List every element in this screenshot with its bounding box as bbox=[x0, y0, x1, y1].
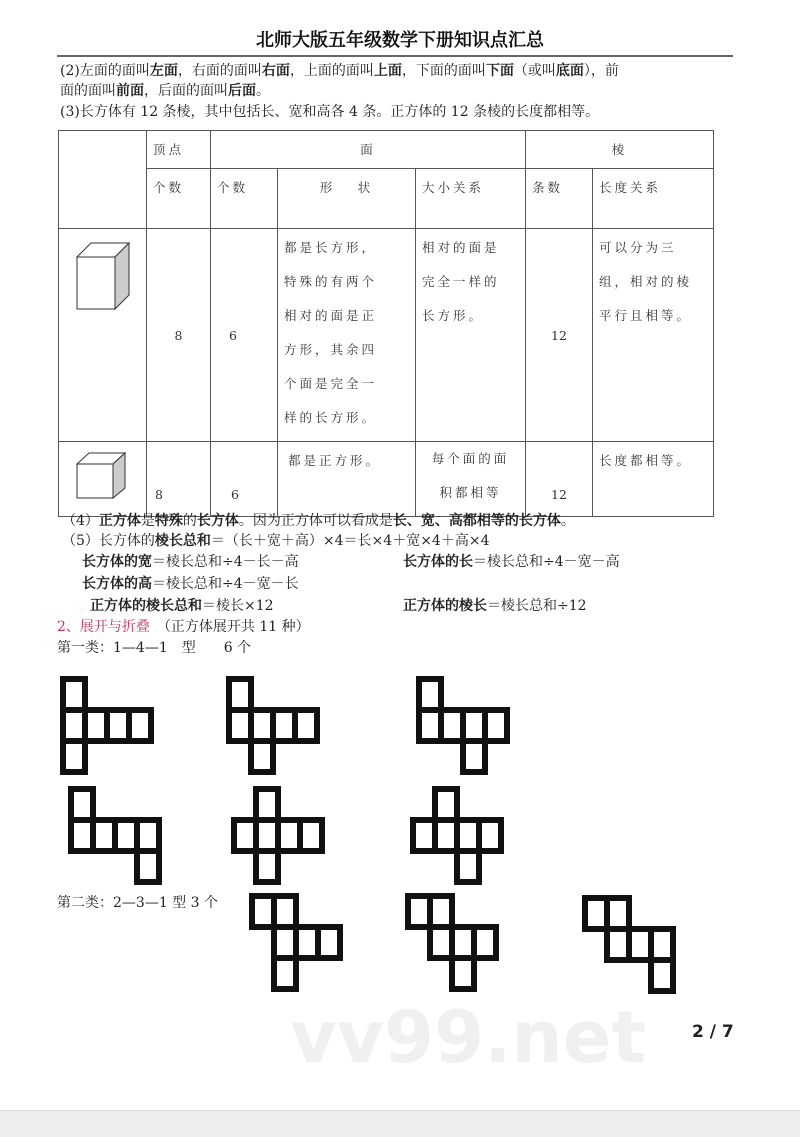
title-divider bbox=[57, 55, 733, 57]
cube-faces: 6 bbox=[211, 442, 278, 517]
table-row bbox=[59, 229, 714, 442]
header-size: 大小关系 bbox=[422, 180, 485, 195]
section-2-heading: 2、展开与折叠 （正方体展开共 11 种） bbox=[57, 619, 310, 635]
net-face bbox=[278, 820, 300, 851]
cube-size: 每个面的面 积都相等 bbox=[431, 451, 510, 500]
net-face bbox=[107, 710, 129, 741]
viewer-bottom-bar bbox=[0, 1110, 800, 1137]
net-face bbox=[274, 896, 296, 927]
net-face bbox=[256, 789, 278, 820]
cube-net-diagram-8 bbox=[405, 893, 499, 992]
cube-net-diagram-1 bbox=[60, 676, 154, 775]
net-face bbox=[296, 927, 318, 958]
table-row bbox=[59, 442, 714, 517]
formula-cube-total: 正方体的棱长总和＝棱长×12 bbox=[90, 598, 274, 614]
net-face bbox=[300, 820, 322, 851]
net-face bbox=[115, 820, 137, 851]
net-face bbox=[607, 929, 629, 960]
net-face bbox=[430, 927, 452, 958]
formula-cuboid-width: 长方体的宽＝棱长总和÷4－长－高 bbox=[82, 554, 299, 570]
cuboid-cell bbox=[59, 229, 147, 442]
net-face bbox=[234, 820, 256, 851]
cube-edges: 12 bbox=[526, 442, 593, 517]
cube-length: 长度都相等。 bbox=[599, 453, 693, 468]
header-length: 长度关系 bbox=[599, 180, 662, 195]
net-face bbox=[435, 820, 457, 851]
net-face bbox=[63, 710, 85, 741]
paragraph-2-line2: 面的面叫前面，后面的面叫后面。 bbox=[60, 83, 270, 99]
cube-net-diagram-4 bbox=[68, 786, 162, 885]
net-face bbox=[485, 710, 507, 741]
net-face bbox=[256, 851, 278, 882]
net-face bbox=[273, 710, 295, 741]
header-shape: 形 状 bbox=[319, 180, 374, 195]
header-face-count: 个数 bbox=[217, 180, 249, 195]
cuboid-vertices: 8 bbox=[147, 229, 211, 442]
net-face bbox=[252, 896, 274, 927]
cuboid-edges: 12 bbox=[526, 229, 593, 442]
table-corner bbox=[59, 131, 147, 229]
net-face bbox=[452, 927, 474, 958]
net-face bbox=[295, 710, 317, 741]
cuboid-size: 相对的面是 完全一样的 长方形。 bbox=[422, 240, 500, 323]
cube-vertices: 8 bbox=[147, 442, 211, 517]
watermark: vv99.net bbox=[290, 995, 646, 1079]
net-face bbox=[318, 927, 340, 958]
header-vertex: 顶点 bbox=[153, 142, 185, 157]
cube-net-diagram-7 bbox=[249, 893, 343, 992]
page-title: 北师大版五年级数学下册知识点汇总 bbox=[256, 30, 544, 51]
cuboid-faces: 6 bbox=[211, 229, 278, 442]
net-face bbox=[463, 710, 485, 741]
cube-net-diagram-5 bbox=[231, 786, 325, 885]
net-face bbox=[229, 679, 251, 710]
cube-cell bbox=[59, 442, 147, 517]
net-face bbox=[71, 789, 93, 820]
formula-cuboid-length: 长方体的长＝棱长总和÷4－宽－高 bbox=[403, 554, 620, 570]
net-face bbox=[607, 898, 629, 929]
net-face bbox=[651, 929, 673, 960]
net-face bbox=[419, 679, 441, 710]
formula-cuboid-height: 长方体的高＝棱长总和÷4－宽－长 bbox=[82, 576, 299, 592]
cube-net-diagram-9 bbox=[582, 895, 676, 994]
net-face bbox=[457, 820, 479, 851]
net-face bbox=[251, 710, 273, 741]
net-face bbox=[256, 820, 278, 851]
type-2-label: 第二类：2—3—1 型 3 个 bbox=[57, 895, 218, 911]
net-face bbox=[435, 789, 457, 820]
net-face bbox=[71, 820, 93, 851]
cube-net-diagram-6 bbox=[410, 786, 504, 885]
cube-icon bbox=[75, 450, 135, 500]
cube-net-diagram-2 bbox=[226, 676, 320, 775]
net-face bbox=[474, 927, 496, 958]
solids-comparison-table bbox=[58, 130, 714, 517]
net-face bbox=[93, 820, 115, 851]
net-face bbox=[408, 896, 430, 927]
net-face bbox=[629, 929, 651, 960]
cuboid-length: 可以分为三 组，相对的棱 平行且相等。 bbox=[599, 240, 693, 323]
type-1-label: 第一类：1—4—1 型 6 个 bbox=[57, 640, 252, 656]
net-face bbox=[452, 958, 474, 989]
net-face bbox=[463, 741, 485, 772]
net-face bbox=[651, 960, 673, 991]
net-face bbox=[441, 710, 463, 741]
header-edge-count: 条数 bbox=[532, 180, 564, 195]
net-face bbox=[413, 820, 435, 851]
net-face bbox=[479, 820, 501, 851]
paragraph-3: (3)长方体有 12 条棱，其中包括长、宽和高各 4 条。正方体的 12 条棱的长度都相等。 bbox=[60, 104, 600, 120]
net-face bbox=[274, 958, 296, 989]
net-face bbox=[274, 927, 296, 958]
net-face bbox=[430, 896, 452, 927]
formula-cube-edge: 正方体的棱长＝棱长总和÷12 bbox=[403, 598, 587, 614]
net-face bbox=[63, 679, 85, 710]
net-face bbox=[63, 741, 85, 772]
net-face bbox=[585, 898, 607, 929]
net-face bbox=[419, 710, 441, 741]
net-face bbox=[137, 851, 159, 882]
paragraph-4: （4）正方体是特殊的长方体。因为正方体可以看成是长、宽、高都相等的长方体。 bbox=[62, 513, 575, 529]
net-face bbox=[229, 710, 251, 741]
page-indicator: 2 / 7 bbox=[692, 1022, 734, 1042]
net-face bbox=[137, 820, 159, 851]
cuboid-shape: 都是长方形， 特殊的有两个 相对的面是正 方形，其余四 个面是完全一 样的长方形。 bbox=[284, 240, 378, 425]
paragraph-5: （5）长方体的棱长总和＝（长＋宽＋高）×4＝长×4＋宽×4＋高×4 bbox=[62, 533, 490, 549]
cube-net-diagram-3 bbox=[416, 676, 510, 775]
net-face bbox=[85, 710, 107, 741]
net-face bbox=[251, 741, 273, 772]
cube-shape: 都是正方形。 bbox=[288, 453, 382, 468]
paragraph-2-line1: (2)左面的面叫左面，右面的面叫右面，上面的面叫上面，下面的面叫下面（或叫底面），前 bbox=[60, 63, 619, 79]
net-face bbox=[129, 710, 151, 741]
header-vertex-count: 个数 bbox=[153, 180, 185, 195]
cuboid-icon bbox=[75, 239, 135, 311]
header-face: 面 bbox=[360, 142, 376, 157]
header-edge: 棱 bbox=[611, 142, 628, 157]
net-face bbox=[457, 851, 479, 882]
